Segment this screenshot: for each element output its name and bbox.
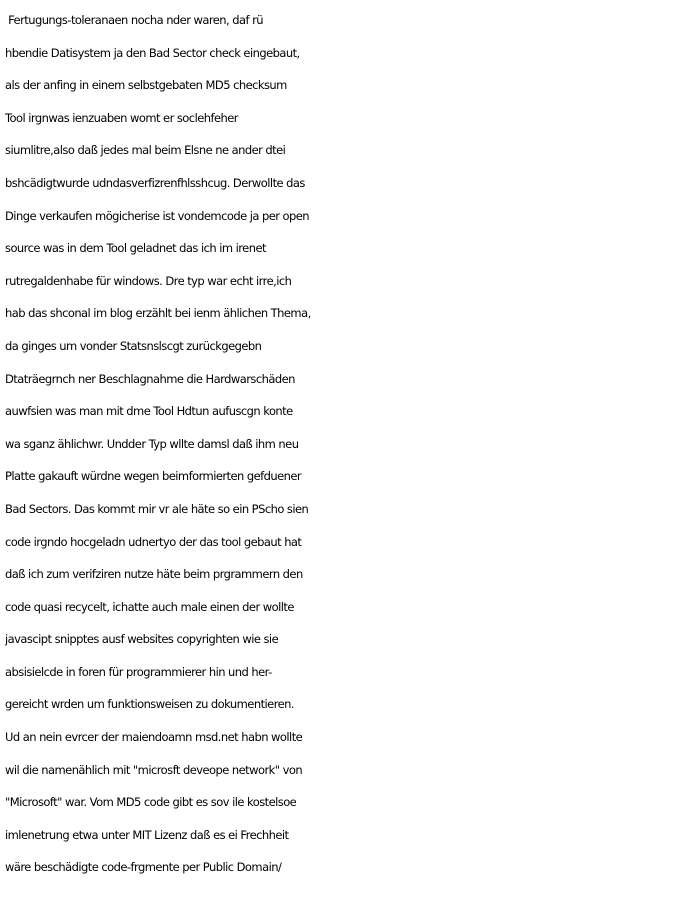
text-line: code quasi recycelt, ichatte auch male einen der wollte [5,599,294,614]
text-line: auwfsien was man mit dme Tool Hdtun aufuscgn konte [5,404,293,419]
text-line: Dtaträegrnch ner Beschlagnahme die Hardwarschäden [5,371,295,386]
text-line: absisielcde in foren für programmierer hin und her- [5,664,272,679]
text-line: rutregaldenhabe für windows. Dre typ war echt irre,ich [5,273,292,288]
text-line: wäre beschädigte code-frgmente per Public Domain/ [5,860,282,875]
text-line: Ud an nein evrcer der maiendoamn msd.net habn wollte [5,730,303,745]
text-line: hbendie Datisystem ja den Bad Sector check eingebaut, [5,45,300,60]
text-line: da ginges um vonder Statsnslscgt zurückgegebn [5,338,262,353]
text-line: wil die namenählich mit "microsft deveope network" von [5,762,303,777]
text-line: Tool irgnwas ienzuaben womt er soclehfeher [5,110,238,125]
text-line: Bad Sectors. Das kommt mir vr ale häte so ein PScho sien [5,501,309,516]
text-line: hab das shconal im blog erzählt bei ienm ählichen Thema, [5,306,311,321]
text-line: code irgndo hocgeladn udnertyo der das tool gebaut hat [5,534,302,549]
text-line: javascipt snipptes ausf websites copyrighten wie sie [5,632,279,647]
text-line: als der anfing in einem selbstgebaten MD5 checksum [5,78,287,93]
text-line: Platte gakauft würdne wegen beimformierten gefduener [5,469,302,484]
text-line: "Microsoft" war. Vom MD5 code gibt es sov ile kostelsoe [5,795,297,810]
text-line: wa sganz ählichwr. Undder Typ wllte damsl daß ihm neu [5,436,299,451]
text-line: imlenetrung etwa unter MIT Lizenz daß es ei Frechheit [5,827,289,842]
text-line: siumlitre,also daß jedes mal beim Elsne ne ander dtei [5,143,286,158]
text-line: Dinge verkaufen mögicherise ist vondemcode ja per open [5,208,310,223]
text-line: source was in dem Tool geladnet das ich im irenet [5,241,266,256]
text-line: Fertugungs-toleranaen nocha nder waren, daf rü [5,13,264,27]
text-line: daß ich zum verifziren nutze häte beim prgrammern den [5,567,303,582]
text-line: bshcädigtwurde udndasverfizrenfhlsshcug. Derwollte das [5,175,305,190]
text-line: gereicht wrden um funktionsweisen zu dokumentieren. [5,697,294,712]
document-text [5,4,681,884]
